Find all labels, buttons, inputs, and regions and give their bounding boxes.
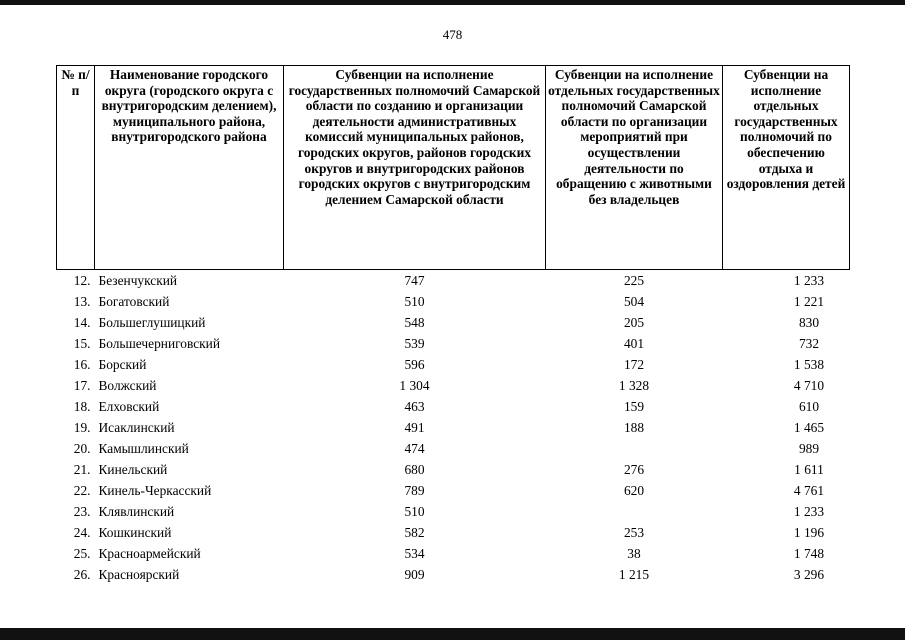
value-admin-commissions: 534: [404, 546, 425, 561]
table-row: [57, 480, 850, 501]
table-row: [57, 312, 850, 333]
value-admin-commissions: 680: [404, 462, 425, 477]
municipality-name: Безенчукский: [98, 273, 178, 288]
value-admin-commissions: 510: [404, 294, 425, 309]
value-children-rest: 3 296: [793, 567, 825, 582]
row-number: 13.: [73, 294, 91, 309]
value-animals: 225: [623, 273, 645, 288]
value-admin-commissions: 474: [404, 441, 425, 456]
top-border-bar: [0, 0, 905, 5]
municipality-name: Клявлинский: [98, 504, 175, 519]
row-number: 16.: [73, 357, 91, 372]
municipality-name: Красноярский: [98, 567, 180, 582]
table-header: [57, 66, 850, 270]
row-number: 20.: [73, 441, 91, 456]
value-admin-commissions: 789: [404, 483, 425, 498]
value-children-rest: 4 710: [793, 378, 825, 393]
municipality-name: Борский: [98, 357, 147, 372]
value-admin-commissions: 596: [404, 357, 425, 372]
value-admin-commissions: 909: [404, 567, 425, 582]
row-number: 15.: [73, 336, 91, 351]
value-admin-commissions: 539: [404, 336, 425, 351]
municipality-name: Кошкинский: [98, 525, 172, 540]
value-animals: 504: [623, 294, 645, 309]
header-number: № п/п: [57, 66, 95, 270]
header-animals: Субвенции на исполнение отдельных государственных полномочий Самарской области по организации мероприятий при осуществлении деятельности по обращению с животными без владельцев: [546, 66, 723, 270]
value-children-rest: 610: [798, 399, 820, 414]
municipality-name: Волжский: [98, 378, 157, 393]
value-animals: 620: [623, 483, 645, 498]
value-children-rest: 1 465: [793, 420, 825, 435]
table-row: [57, 417, 850, 438]
municipality-name: Исаклинский: [98, 420, 175, 435]
header-admin-commissions: Субвенции на исполнение государственных полномочий Самарской области по созданию и организации деятельности административных комиссий муниципальных районов, городских округов, районов городских округов и внутригородских районов городских округов с внутригородским делением Самарской области: [284, 66, 546, 270]
page-number: 478: [442, 27, 463, 42]
value-admin-commissions: 548: [404, 315, 425, 330]
row-number: 22.: [73, 483, 91, 498]
row-number: 21.: [73, 462, 91, 477]
row-number: 25.: [73, 546, 91, 561]
row-number: 19.: [73, 420, 91, 435]
value-admin-commissions: 1 304: [399, 378, 430, 393]
table-row: [57, 375, 850, 396]
row-number: 17.: [73, 378, 91, 393]
municipality-name: Красноармейский: [98, 546, 201, 561]
value-animals: 253: [623, 525, 645, 540]
row-number: 26.: [73, 567, 91, 582]
value-children-rest: 4 761: [793, 483, 825, 498]
row-number: 24.: [73, 525, 91, 540]
value-children-rest: 1 233: [793, 504, 825, 519]
value-children-rest: 1 748: [793, 546, 825, 561]
table-row: [57, 333, 850, 354]
value-admin-commissions: 747: [404, 273, 425, 288]
value-children-rest: 1 196: [793, 525, 825, 540]
municipality-name: Кинельский: [98, 462, 168, 477]
table-row: [57, 543, 850, 564]
header-children-rest: Субвенции на исполнение отдельных государственных полномочий по обеспечению отдыха и оздоровления детей: [723, 66, 850, 270]
municipality-name: Елховский: [98, 399, 160, 414]
value-animals: 172: [623, 357, 645, 372]
value-admin-commissions: 510: [404, 504, 425, 519]
table-row: [57, 396, 850, 417]
value-children-rest: 1 233: [793, 273, 825, 288]
row-number: 12.: [73, 273, 91, 288]
table-row: [57, 354, 850, 375]
table-row: [57, 291, 850, 312]
row-number: 14.: [73, 315, 91, 330]
table-row: [57, 501, 850, 522]
municipality-name: Камышлинский: [98, 441, 189, 456]
value-children-rest: 1 221: [793, 294, 825, 309]
value-animals: 205: [623, 315, 645, 330]
value-animals: 159: [623, 399, 645, 414]
value-animals: 188: [623, 420, 645, 435]
municipality-name: Большечерниговский: [98, 336, 221, 351]
value-animals: 401: [623, 336, 645, 351]
municipality-name: Кинель-Черкасский: [98, 483, 212, 498]
row-number: 18.: [73, 399, 91, 414]
value-children-rest: 989: [798, 441, 820, 456]
value-animals: 1 215: [618, 567, 650, 582]
value-animals: 1 328: [618, 378, 650, 393]
value-children-rest: 1 538: [793, 357, 825, 372]
value-animals: 38: [627, 546, 641, 561]
table-row: [57, 459, 850, 480]
header-name: Наименование городского округа (городского округа с внутригородским делением), муниципального района, внутригородского района: [95, 66, 284, 270]
value-animals: 276: [623, 462, 645, 477]
table-row: [57, 564, 850, 585]
table-row: [57, 270, 850, 292]
value-children-rest: 732: [798, 336, 820, 351]
value-animals: [546, 438, 723, 459]
subventions-table: [56, 65, 850, 585]
municipality-name: Большеглушицкий: [98, 315, 206, 330]
municipality-name: Богатовский: [98, 294, 170, 309]
bottom-border-bar: [0, 628, 905, 640]
value-admin-commissions: 582: [404, 525, 425, 540]
row-number: 23.: [73, 504, 91, 519]
table-row: [57, 438, 850, 459]
value-children-rest: 830: [798, 315, 820, 330]
table-row: [57, 522, 850, 543]
value-admin-commissions: 463: [404, 399, 425, 414]
table-body: [57, 270, 850, 586]
value-children-rest: 1 611: [794, 462, 824, 477]
value-admin-commissions: 491: [404, 420, 425, 435]
value-animals: [546, 501, 723, 522]
